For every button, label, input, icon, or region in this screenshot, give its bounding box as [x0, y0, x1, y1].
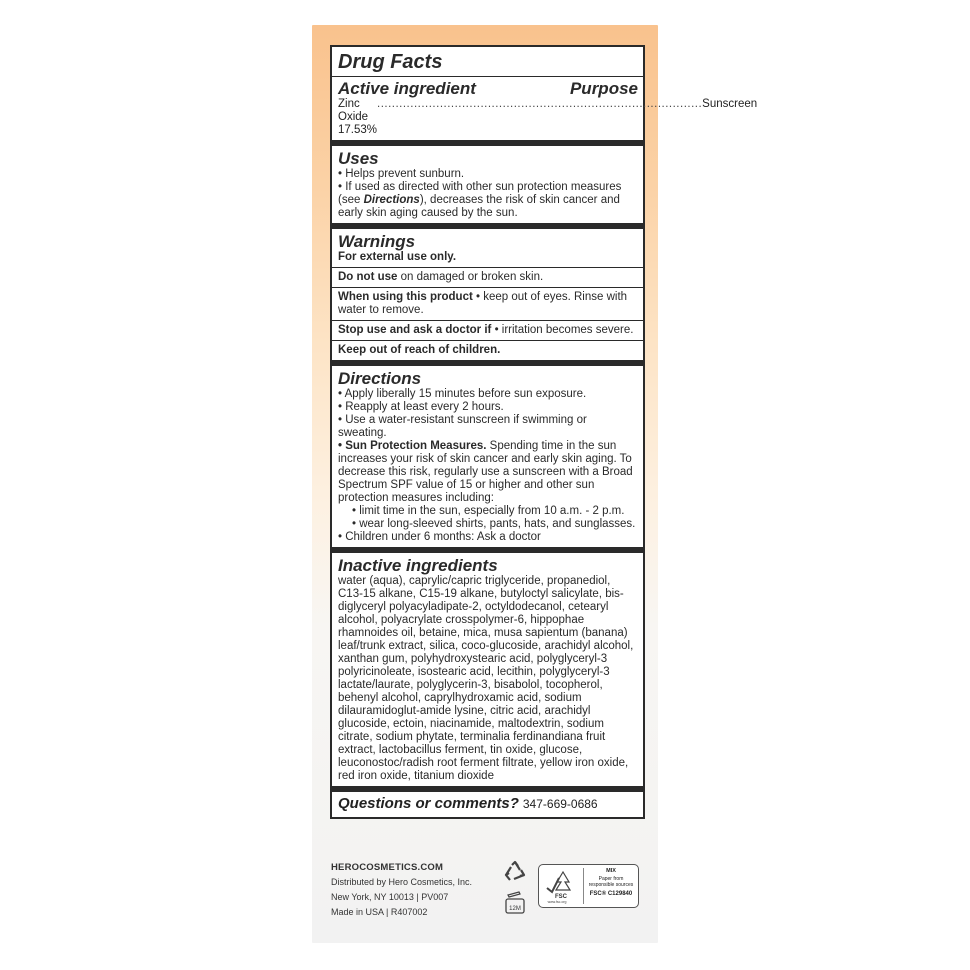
directions-sub-2: • wear long-sleeved shirts, pants, hats, and sunglasses.: [352, 518, 636, 530]
uses-line-2: • If used as directed with other sun protection measures (see Directions), decreases the risk of skin cancer and early skin aging caused by the sun.: [338, 181, 622, 219]
open-jar-12m-icon: [503, 889, 527, 915]
uses-section: [332, 146, 643, 229]
divider: [332, 340, 643, 341]
directions-line-4: • Children under 6 months: Ask a doctor: [338, 531, 541, 543]
external-use-text: For external use only.: [338, 251, 457, 263]
fsc-url: www.fsc.org: [547, 900, 567, 904]
divider: [332, 267, 643, 268]
uses-line-1: • Helps prevent sunburn.: [338, 168, 465, 180]
inactive-ingredients-text: water (aqua), caprylic/capric triglyceride, propanediol, C13-15 alkane, C15-19 alkane, butyloctyl salicylate, bis-diglyceryl polyacyladipate-2, octyldodecanol, cetearyl alcohol, polyacrylate crosspolymer-6, hippophae rhamnoides oil, betaine, mica, musa sapientum (banana) leaf/trunk extract, silica, coco-glucoside, arachidyl alcohol, xanthan gum, polyhydroxystearic acid, polyglyceryl-3 polyricinoleate, isostearic acid, lecithin, polyglyceryl-3 lactate/laurate, polyglycerin-3, bisabolol, tocopherol, behenyl alcohol, caprylhydroxamic acid, sodium dilauramidoglut-amide lysine, citric acid, arachidyl glucoside, ectoin, niacinamide, maltodextrin, sodium citrate, sodium phytate, terminalia ferdinandiana fruit extract, lactobacillus ferment, tin oxide, glucose, leuconostoc/radish root ferment filtrate, yellow iron oxide, red iron oxide, titanium dioxide: [338, 575, 634, 782]
website-text: HEROCOSMETICS.COM: [331, 862, 444, 873]
footer-info: [331, 860, 472, 920]
sun-protection-measures: • Sun Protection Measures. Spending time in the sun increases your risk of skin cancer and early skin aging. To decrease this risk, regularly use a sunscreen with a Broad Spectrum SPF value of 15 or higher and other sun protection measures including:: [338, 440, 633, 504]
inactive-ingredients-heading: Inactive ingredients: [338, 556, 498, 575]
stop-use-text: Stop use and ask a doctor if • irritation becomes severe.: [338, 324, 634, 336]
fsc-certification-label: [538, 864, 639, 908]
questions-label: Questions or comments?: [338, 795, 519, 812]
purpose-heading: Purpose: [569, 79, 638, 98]
directions-heading: Directions: [338, 369, 422, 388]
address-text: New York, NY 10013 | PV007: [331, 892, 449, 902]
divider: [332, 76, 643, 77]
divider: [583, 868, 584, 904]
active-ingredient-purpose: Sunscreen: [702, 98, 758, 110]
fsc-tree-check-icon: [543, 868, 579, 900]
divider: [332, 287, 643, 288]
distributor-text: Distributed by Hero Cosmetics, Inc.: [331, 877, 473, 887]
do-not-use-text: Do not use on damaged or broken skin.: [338, 271, 544, 283]
inactive-ingredients-section: [332, 553, 643, 792]
uses-heading: Uses: [338, 149, 379, 168]
active-ingredient-row: [338, 98, 758, 137]
active-ingredient-heading: Active ingredient: [338, 79, 476, 98]
dot-leader: ........................................................................................: [377, 98, 703, 110]
warnings-heading: Warnings: [338, 232, 416, 251]
keep-out-text: Keep out of reach of children.: [338, 344, 501, 356]
pao-label: 12M: [509, 906, 521, 912]
warnings-section: [332, 229, 643, 366]
directions-line-1: • Apply liberally 15 minutes before sun exposure.: [338, 388, 587, 400]
made-in-text: Made in USA | R407002: [331, 907, 428, 917]
directions-line-3: • Use a water-resistant sunscreen if swimming or sweating.: [338, 414, 587, 439]
active-ingredient-name: Zinc Oxide 17.53%: [338, 98, 378, 136]
directions-section: [332, 366, 643, 553]
fsc-code-text: FSC® C129840: [589, 891, 633, 897]
directions-line-2: • Reapply at least every 2 hours.: [338, 401, 504, 413]
active-ingredient-section: [332, 47, 758, 146]
directions-sub-1: • limit time in the sun, especially from 10 a.m. - 2 p.m.: [352, 505, 625, 517]
drug-facts-panel: [330, 45, 758, 819]
divider: [332, 320, 643, 321]
phone-number: 347-669-0686: [522, 797, 598, 811]
questions-section: [332, 792, 643, 817]
directions-reference: Directions: [363, 194, 420, 206]
fsc-paper-text: Paper from responsible sources: [588, 876, 634, 888]
drug-facts-title: Drug Facts: [338, 51, 443, 73]
fsc-logo-text: FSC: [555, 894, 567, 900]
recycle-icon: [503, 860, 527, 884]
fsc-mix-text: MIX: [606, 868, 616, 874]
when-using-text: When using this product • keep out of eyes. Rinse with water to remove.: [338, 291, 628, 316]
